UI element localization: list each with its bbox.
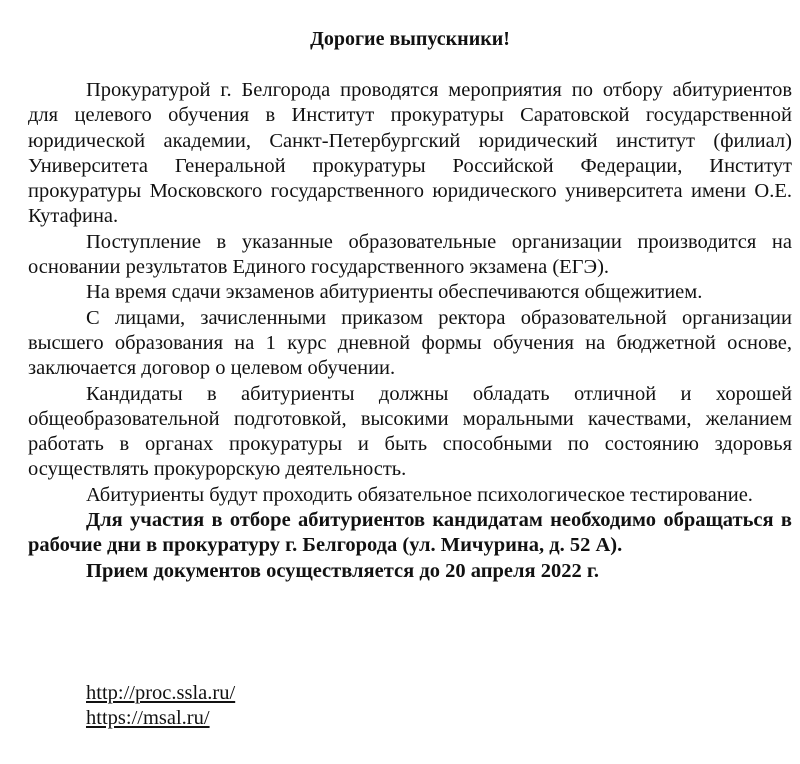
link-msal[interactable]: https://msal.ru/ bbox=[86, 707, 210, 730]
paragraph-contact-info: Для участия в отборе абитуриентов кандидатам необходимо обращаться в рабочие дни в прокуратуру г. Белгорода (ул. Мичурина, д. 52 А). bbox=[28, 509, 792, 557]
document-title: Дорогие выпускники! bbox=[310, 28, 510, 50]
paragraph-deadline: Прием документов осуществляется до 20 апреля 2022 г. bbox=[86, 559, 599, 582]
paragraph-dormitory: На время сдачи экзаменов абитуриенты обеспечиваются общежитием. bbox=[86, 281, 703, 304]
paragraph-selection-info: Прокуратурой г. Белгорода проводятся мероприятия по отбору абитуриентов для целевого обучения в Институт прокуратуры Саратовской государственной юридической академии, Санкт-Петербургский юридический институт (филиал) Университета Генеральной прокуратуры Российской Федерации, Институт прокуратуры Московского государственного юридического университета имени О.Е. Кутафина. bbox=[28, 79, 792, 228]
document-body bbox=[28, 78, 792, 584]
link-proc-ssla[interactable]: http://proc.ssla.ru/ bbox=[86, 682, 236, 704]
paragraph-contract: С лицами, зачисленными приказом ректора образовательной организации высшего образования на 1 курс дневной формы обучения на бюджетной основе, заключается договор о целевом обучении. bbox=[28, 306, 792, 380]
paragraph-testing: Абитуриенты будут проходить обязательное психологическое тестирование. bbox=[86, 483, 753, 506]
links-list bbox=[86, 681, 235, 732]
paragraph-admission-basis: Поступление в указанные образовательные организации производится на основании результатов Единого государственного экзамена (ЕГЭ). bbox=[28, 230, 792, 279]
paragraph-requirements: Кандидаты в абитуриенты должны обладать отличной и хорошей общеобразовательной подготовкой, высокими моральными качествами, желанием работать в органах прокуратуры и быть способными по состоянию здоровья осуществлять прокурорскую деятельность. bbox=[28, 382, 792, 481]
